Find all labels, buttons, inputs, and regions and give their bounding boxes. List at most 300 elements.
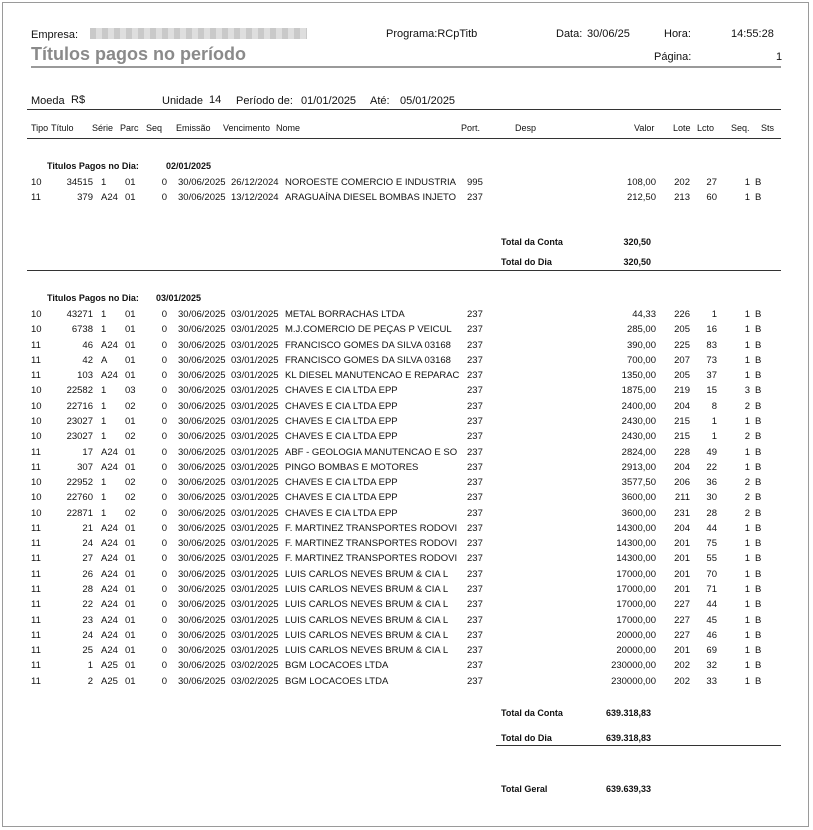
cell-seq2: 1	[744, 309, 750, 320]
col-serie: Série	[92, 123, 114, 133]
cell-lote: 205	[674, 370, 690, 382]
cell-nome: ABF - GEOLOGIA MANUTENCAO E SO	[285, 446, 458, 458]
cell-emissao: 30/06/2025	[178, 415, 226, 427]
cell-seq2: 2	[744, 400, 750, 412]
cell-lcto: 30	[706, 492, 717, 504]
cell-port: 237	[467, 385, 483, 397]
table-row	[0, 401, 813, 415]
cell-sts: B	[755, 446, 762, 458]
periodo-label: Período de:	[236, 95, 293, 107]
cell-valor: 20000,00	[616, 645, 656, 657]
cell-titulo: 28	[82, 584, 93, 596]
cell-venc: 03/01/2025	[231, 645, 279, 657]
cell-lcto: 16	[706, 324, 717, 336]
cell-nome: BGM LOCACOES LTDA	[285, 675, 389, 687]
cell-serie: A24	[101, 370, 118, 382]
cell-tipo: 11	[31, 553, 41, 565]
cell-nome: M.J.COMERCIO DE PEÇAS P VEICUL	[285, 324, 452, 336]
group-label: Titulos Pagos no Dia:	[47, 293, 139, 303]
cell-venc: 03/01/2025	[231, 385, 279, 397]
cell-parc: 01	[125, 629, 136, 641]
cell-port: 237	[467, 192, 483, 204]
cell-parc: 01	[125, 177, 136, 188]
cell-valor: 2430,00	[621, 431, 656, 443]
cell-emissao: 30/06/2025	[178, 629, 226, 641]
cell-emissao: 30/06/2025	[178, 370, 226, 382]
cell-parc: 01	[125, 553, 136, 565]
table-row	[0, 324, 813, 338]
cell-parc: 01	[125, 522, 136, 534]
cell-tipo: 11	[31, 522, 41, 534]
cell-serie: A24	[101, 645, 118, 657]
cell-valor: 2824,00	[621, 446, 656, 458]
cell-lote: 231	[674, 507, 690, 519]
cell-port: 237	[467, 415, 483, 427]
cell-parc: 01	[125, 461, 136, 473]
cell-tipo: 10	[31, 431, 42, 443]
cell-sts: B	[755, 568, 762, 580]
cell-sts: B	[755, 400, 762, 412]
cell-parc: 01	[125, 446, 136, 458]
cell-venc: 03/02/2025	[231, 675, 279, 687]
cell-nome: CHAVES E CIA LTDA EPP	[285, 400, 398, 412]
cell-seq2: 1	[744, 192, 750, 204]
cell-sts: B	[755, 660, 762, 672]
col-lcto: Lcto	[697, 123, 715, 133]
cell-lote: 201	[674, 584, 690, 596]
cell-port: 237	[467, 309, 483, 320]
ate-value: 05/01/2025	[400, 95, 456, 107]
table-row	[0, 538, 813, 552]
cell-lcto: 71	[706, 584, 717, 596]
cell-tipo: 10	[31, 177, 42, 188]
cell-lcto: 1	[711, 431, 717, 443]
cell-parc: 02	[125, 507, 136, 519]
cell-port: 237	[467, 339, 483, 351]
cell-emissao: 30/06/2025	[178, 660, 226, 672]
cell-lote: 204	[674, 400, 690, 412]
periodo-de-value: 01/01/2025	[301, 95, 357, 107]
cell-lote: 227	[674, 599, 690, 611]
cell-sts: B	[755, 675, 762, 687]
cell-seq: 0	[161, 568, 167, 580]
cell-sts: B	[755, 324, 762, 336]
col-tipo: Tipo	[31, 123, 49, 133]
table-row	[0, 553, 813, 567]
cell-titulo: 22	[82, 599, 93, 611]
table-row	[0, 523, 813, 537]
cell-valor: 14300,00	[616, 522, 656, 534]
cell-sts: B	[755, 177, 762, 188]
cell-lcto: 60	[706, 192, 717, 204]
cell-seq2: 2	[744, 507, 750, 519]
cell-sts: B	[755, 522, 762, 534]
table-row	[0, 309, 813, 323]
cell-seq2: 1	[744, 675, 750, 687]
cell-emissao: 30/06/2025	[178, 492, 226, 504]
cell-seq: 0	[161, 385, 167, 397]
cell-venc: 03/01/2025	[231, 354, 279, 366]
table-row	[0, 462, 813, 476]
cell-valor: 3600,00	[621, 492, 656, 504]
cell-lcto: 15	[706, 385, 717, 397]
cell-tipo: 11	[31, 614, 41, 626]
cell-lcto: 1	[711, 415, 717, 427]
col-port: Port.	[461, 123, 481, 133]
cell-port: 237	[467, 553, 483, 565]
cell-seq2: 1	[744, 461, 750, 473]
cell-lote: 202	[674, 177, 690, 188]
empresa-label: Empresa:	[31, 29, 79, 41]
cell-seq2: 1	[744, 354, 750, 366]
cell-titulo: 24	[82, 538, 93, 550]
cell-tipo: 11	[31, 629, 41, 641]
cell-seq2: 1	[744, 629, 750, 641]
cell-seq: 0	[161, 309, 167, 320]
cell-seq2: 1	[744, 446, 750, 458]
total-conta-value: 639.318,83	[605, 708, 651, 718]
cell-lote: 202	[674, 675, 690, 687]
cell-port: 237	[467, 431, 483, 443]
cell-lcto: 44	[706, 599, 717, 611]
cell-titulo: 379	[77, 192, 93, 204]
page-title: Títulos pagos no período	[31, 44, 246, 64]
table-row	[0, 177, 813, 191]
table-row	[0, 431, 813, 445]
filters-divider	[27, 109, 781, 110]
group-divider	[27, 270, 781, 271]
cell-seq: 0	[161, 522, 167, 534]
col-desp: Desp	[515, 123, 537, 133]
total-conta-label: Total da Conta	[501, 708, 563, 718]
cell-parc: 02	[125, 492, 136, 504]
cell-lcto: 8	[711, 400, 717, 412]
cell-serie: A24	[101, 522, 118, 534]
cell-port: 237	[467, 354, 483, 366]
cell-emissao: 30/06/2025	[178, 431, 226, 443]
cell-venc: 26/12/2024	[231, 177, 279, 188]
cell-serie: A	[101, 354, 108, 366]
cell-parc: 01	[125, 568, 136, 580]
cell-port: 237	[467, 568, 483, 580]
cell-lote: 201	[674, 645, 690, 657]
cell-seq: 0	[161, 660, 167, 672]
cell-emissao: 30/06/2025	[178, 324, 226, 336]
cell-port: 237	[467, 675, 483, 687]
cell-tipo: 11	[31, 660, 41, 672]
cell-tipo: 10	[31, 492, 42, 504]
total-dia-divider	[496, 745, 781, 746]
cell-seq2: 1	[744, 568, 750, 580]
cell-seq: 0	[161, 645, 167, 657]
cell-lcto: 55	[706, 553, 717, 565]
cell-parc: 01	[125, 415, 136, 427]
cell-serie: 1	[101, 400, 107, 412]
cell-nome: NOROESTE COMERCIO E INDUSTRIA	[285, 177, 457, 188]
total-dia-value: 320,50	[623, 257, 651, 267]
cell-port: 237	[467, 446, 483, 458]
cell-valor: 230000,00	[611, 675, 656, 687]
cell-titulo: 22582	[66, 385, 93, 397]
empresa-redacted	[90, 28, 307, 39]
cell-tipo: 11	[31, 568, 41, 580]
cell-valor: 14300,00	[616, 553, 656, 565]
cell-parc: 01	[125, 584, 136, 596]
cell-lcto: 75	[706, 538, 717, 550]
cell-titulo: 17	[82, 446, 93, 458]
table-row	[0, 615, 813, 629]
cell-seq2: 1	[744, 415, 750, 427]
cell-seq2: 3	[744, 385, 750, 397]
cell-lcto: 70	[706, 568, 717, 580]
cell-lote: 215	[674, 415, 690, 427]
cell-emissao: 30/06/2025	[178, 477, 226, 489]
cell-lcto: 22	[706, 461, 717, 473]
table-row	[0, 447, 813, 461]
cell-port: 237	[467, 400, 483, 412]
cell-serie: A24	[101, 461, 118, 473]
cell-sts: B	[755, 192, 762, 204]
cell-lote: 226	[674, 309, 690, 320]
cell-nome: BGM LOCACOES LTDA	[285, 660, 389, 672]
cell-valor: 14300,00	[616, 538, 656, 550]
cell-nome: CHAVES E CIA LTDA EPP	[285, 385, 398, 397]
title-underline	[31, 66, 781, 68]
cell-nome: LUIS CARLOS NEVES BRUM & CIA L	[285, 629, 449, 641]
cell-emissao: 30/06/2025	[178, 507, 226, 519]
total-geral-value: 639.639,33	[605, 784, 651, 794]
cell-valor: 1350,00	[621, 370, 656, 382]
cell-port: 237	[467, 629, 483, 641]
cell-seq: 0	[161, 354, 167, 366]
cell-titulo: 43271	[66, 309, 93, 320]
cell-valor: 700,00	[626, 354, 656, 366]
cell-sts: B	[755, 629, 762, 641]
cell-nome: CHAVES E CIA LTDA EPP	[285, 477, 398, 489]
cell-lcto: 46	[706, 629, 717, 641]
cell-tipo: 11	[31, 446, 41, 458]
cell-serie: A24	[101, 568, 118, 580]
cell-sts: B	[755, 354, 762, 366]
cell-seq2: 1	[744, 339, 750, 351]
cell-port: 237	[467, 461, 483, 473]
cell-sts: B	[755, 645, 762, 657]
cell-lcto: 1	[711, 309, 717, 320]
cell-lote: 201	[674, 568, 690, 580]
cell-port: 237	[467, 614, 483, 626]
cell-port: 237	[467, 507, 483, 519]
cell-port: 237	[467, 645, 483, 657]
cell-tipo: 11	[31, 461, 41, 473]
cell-serie: A24	[101, 614, 118, 626]
cell-nome: PINGO BOMBAS E MOTORES	[285, 461, 419, 473]
cell-serie: 1	[101, 507, 107, 519]
cell-nome: F. MARTINEZ TRANSPORTES RODOVI	[285, 522, 458, 534]
cell-venc: 03/02/2025	[231, 660, 279, 672]
cell-valor: 2430,00	[621, 415, 656, 427]
table-row	[0, 584, 813, 598]
table-row	[0, 477, 813, 491]
cell-tipo: 11	[31, 538, 41, 550]
cell-seq2: 1	[744, 177, 750, 188]
cell-lcto: 83	[706, 339, 717, 351]
table-row	[0, 340, 813, 354]
col-seq: Seq	[146, 123, 163, 133]
cell-seq2: 1	[744, 538, 750, 550]
table-row	[0, 660, 813, 674]
cell-sts: B	[755, 309, 762, 320]
cell-parc: 02	[125, 431, 136, 443]
cell-sts: B	[755, 370, 762, 382]
cell-valor: 390,00	[626, 339, 656, 351]
cell-venc: 03/01/2025	[231, 507, 279, 519]
cell-valor: 17000,00	[616, 614, 656, 626]
cell-tipo: 11	[31, 599, 41, 611]
data-label: Data:	[556, 28, 583, 40]
cell-lote: 204	[674, 461, 690, 473]
cell-venc: 03/01/2025	[231, 431, 279, 443]
cell-nome: CHAVES E CIA LTDA EPP	[285, 431, 398, 443]
cell-port: 237	[467, 477, 483, 489]
table-row	[0, 508, 813, 522]
cell-lote: 227	[674, 614, 690, 626]
cell-lote: 207	[674, 354, 690, 366]
cell-emissao: 30/06/2025	[178, 309, 226, 320]
cell-lcto: 73	[706, 354, 717, 366]
cell-venc: 03/01/2025	[231, 599, 279, 611]
cell-sts: B	[755, 614, 762, 626]
cell-venc: 03/01/2025	[231, 492, 279, 504]
col-parc: Parc	[120, 123, 139, 133]
cell-titulo: 23027	[66, 431, 93, 443]
cell-nome: LUIS CARLOS NEVES BRUM & CIA L	[285, 584, 449, 596]
cell-valor: 20000,00	[616, 629, 656, 641]
cell-tipo: 11	[31, 370, 41, 382]
cell-seq: 0	[161, 431, 167, 443]
cell-lote: 206	[674, 477, 690, 489]
cell-nome: LUIS CARLOS NEVES BRUM & CIA L	[285, 614, 449, 626]
cell-nome: LUIS CARLOS NEVES BRUM & CIA L	[285, 599, 449, 611]
cell-titulo: 42	[82, 354, 93, 366]
cell-valor: 1875,00	[621, 385, 656, 397]
cell-nome: FRANCISCO GOMES DA SILVA 03168	[285, 339, 451, 351]
cell-seq: 0	[161, 370, 167, 382]
cell-sts: B	[755, 477, 762, 489]
cell-parc: 02	[125, 400, 136, 412]
total-dia-label: Total do Dia	[501, 733, 552, 743]
group-date: 03/01/2025	[156, 293, 202, 303]
cell-sts: B	[755, 431, 762, 443]
cell-seq: 0	[161, 492, 167, 504]
cell-titulo: 22716	[66, 400, 93, 412]
cell-serie: A24	[101, 584, 118, 596]
cell-lote: 219	[674, 385, 690, 397]
cell-titulo: 23	[82, 614, 93, 626]
cell-valor: 3600,00	[621, 507, 656, 519]
cell-sts: B	[755, 492, 762, 504]
cell-sts: B	[755, 507, 762, 519]
cell-titulo: 22952	[66, 477, 93, 489]
cell-nome: LUIS CARLOS NEVES BRUM & CIA L	[285, 568, 449, 580]
cell-serie: A24	[101, 599, 118, 611]
cell-tipo: 11	[31, 584, 41, 596]
ate-label: Até:	[370, 95, 390, 107]
cell-serie: 1	[101, 309, 107, 320]
cell-seq: 0	[161, 584, 167, 596]
cell-tipo: 11	[31, 354, 41, 366]
group-label: Titulos Pagos no Dia:	[47, 161, 139, 171]
cell-tipo: 11	[31, 192, 41, 204]
cell-emissao: 30/06/2025	[178, 599, 226, 611]
cell-serie: 1	[101, 385, 107, 397]
cell-emissao: 30/06/2025	[178, 614, 226, 626]
cell-lcto: 45	[706, 614, 717, 626]
cell-port: 237	[467, 522, 483, 534]
pagina-label: Página:	[654, 51, 692, 63]
table-row	[0, 385, 813, 399]
cell-nome: METAL BORRACHAS LTDA	[285, 309, 405, 320]
cell-parc: 01	[125, 660, 136, 672]
cell-serie: 1	[101, 324, 107, 336]
cell-venc: 03/01/2025	[231, 522, 279, 534]
cell-nome: CHAVES E CIA LTDA EPP	[285, 492, 398, 504]
cell-seq: 0	[161, 461, 167, 473]
cell-lcto: 28	[706, 507, 717, 519]
table-row	[0, 355, 813, 369]
cell-tipo: 11	[31, 645, 41, 657]
table-row	[0, 599, 813, 613]
cell-tipo: 11	[31, 339, 41, 351]
cell-lote: 211	[674, 492, 690, 504]
cell-lcto: 36	[706, 477, 717, 489]
cell-seq: 0	[161, 507, 167, 519]
total-conta-label: Total da Conta	[501, 237, 563, 247]
cell-valor: 2913,00	[621, 461, 656, 473]
cell-seq: 0	[161, 415, 167, 427]
table-row	[0, 630, 813, 644]
cell-seq: 0	[161, 339, 167, 351]
cell-seq2: 1	[744, 522, 750, 534]
cell-serie: A24	[101, 339, 118, 351]
cell-emissao: 30/06/2025	[178, 675, 226, 687]
cell-emissao: 30/06/2025	[178, 385, 226, 397]
header-divider	[27, 138, 781, 139]
cell-titulo: 25	[82, 645, 93, 657]
cell-serie: 1	[101, 415, 107, 427]
cell-titulo: 27	[82, 553, 93, 565]
unidade-label: Unidade	[162, 95, 203, 107]
cell-venc: 03/01/2025	[231, 538, 279, 550]
cell-venc: 03/01/2025	[231, 584, 279, 596]
cell-titulo: 23027	[66, 415, 93, 427]
cell-port: 237	[467, 599, 483, 611]
cell-seq: 0	[161, 538, 167, 550]
cell-serie: A24	[101, 538, 118, 550]
cell-venc: 03/01/2025	[231, 553, 279, 565]
cell-titulo: 26	[82, 568, 93, 580]
cell-tipo: 10	[31, 309, 42, 320]
cell-nome: CHAVES E CIA LTDA EPP	[285, 507, 398, 519]
cell-seq2: 2	[744, 492, 750, 504]
hora-label: Hora:	[664, 28, 691, 40]
cell-sts: B	[755, 584, 762, 596]
cell-lcto: 37	[706, 370, 717, 382]
cell-sts: B	[755, 461, 762, 473]
cell-seq2: 1	[744, 599, 750, 611]
cell-seq2: 2	[744, 431, 750, 443]
cell-tipo: 10	[31, 477, 42, 489]
cell-parc: 01	[125, 538, 136, 550]
